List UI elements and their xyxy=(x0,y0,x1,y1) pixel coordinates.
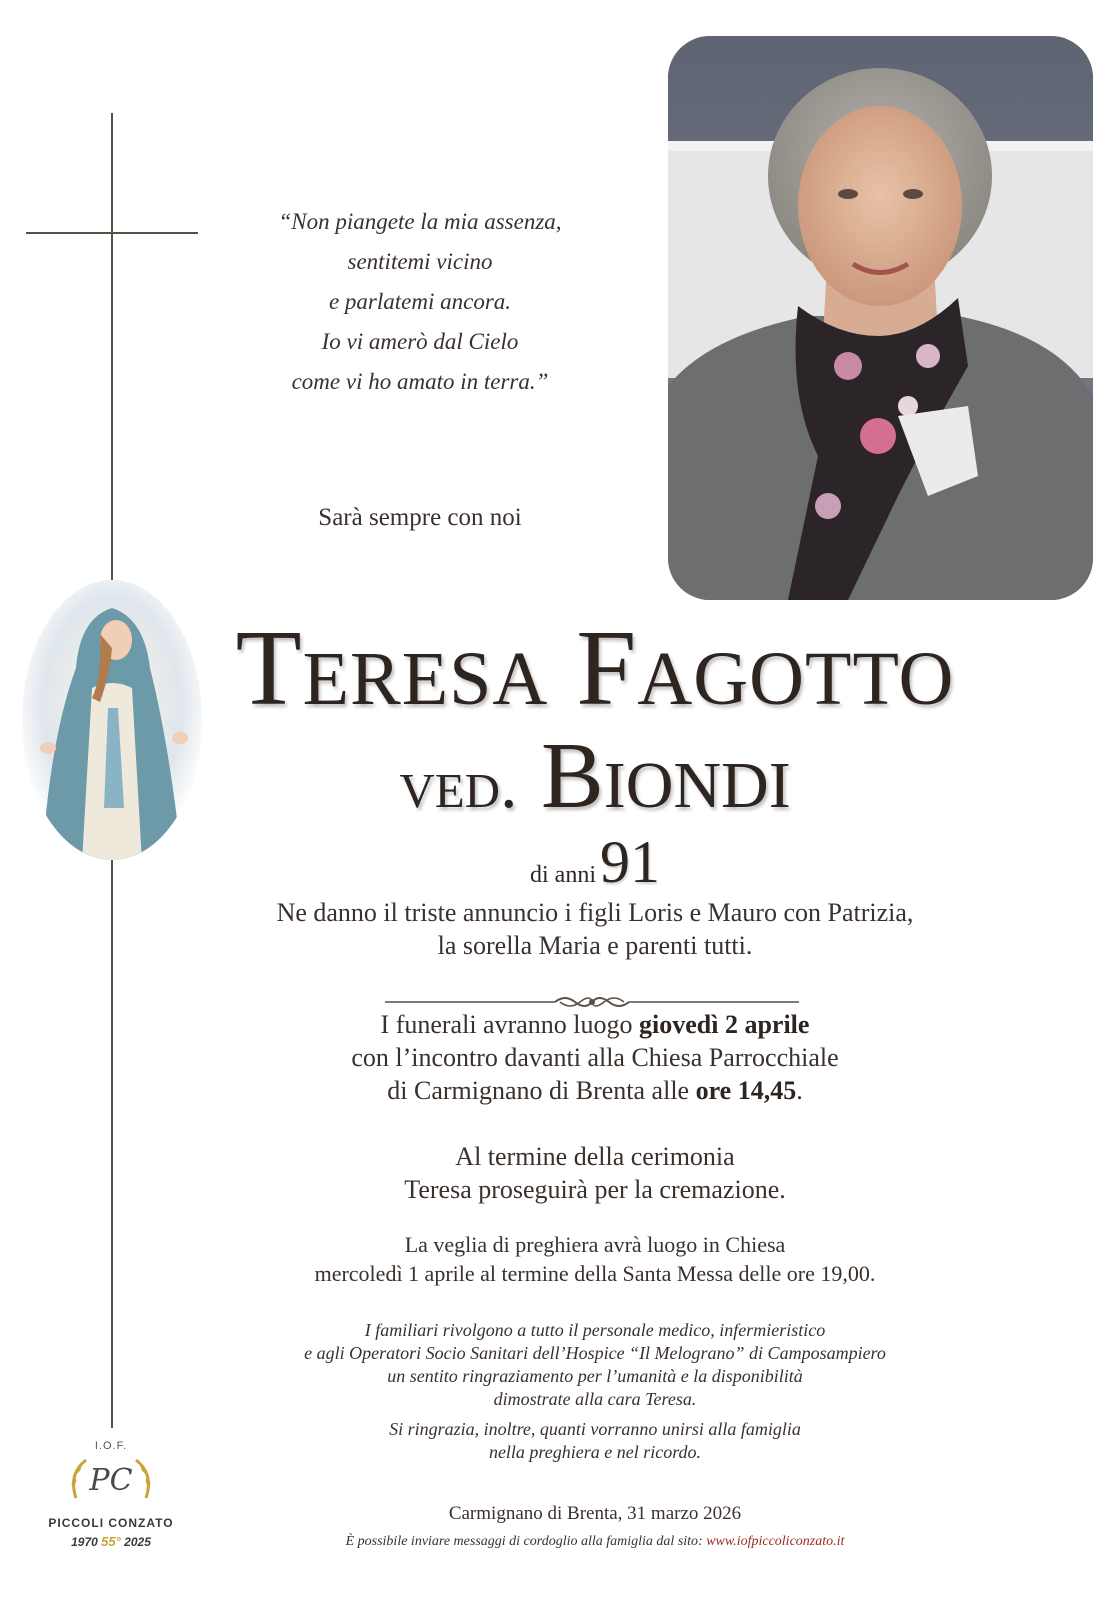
thanks-text: I familiari rivolgono a tutto il personale medico, infermieristico e agli Operatori Socio Sanitari dell’Hospice “Il Melograno” di Camposampiero un sentito ringraziamento per l’umanità e la disponibilità dimostrate alla cara Teresa. xyxy=(304,1320,886,1409)
funeral-info: I funerali avranno luogo giovedì 2 aprile con l’incontro davanti alla Chiesa Parrocchiale di Carmignano di Brenta alle ore 14,45. xyxy=(351,1010,839,1105)
madonna-image xyxy=(20,578,204,862)
portrait-photo xyxy=(668,36,1093,600)
logo-iof: I.O.F. xyxy=(94,1440,128,1452)
funeral-home-logo xyxy=(38,1440,184,1560)
tagline: Sarà sempre con noi xyxy=(318,504,522,531)
logo-years: 1970 55° 2025 xyxy=(71,1534,151,1549)
place-date: Carmignano di Brenta, 31 marzo 2026 xyxy=(448,1503,742,1524)
memorial-quote: “Non piangete la mia assenza, sentitemi vicino e parlatemi ancora. Io vi amerò dal Cielo come vi ho amato in terra.” xyxy=(278,209,562,394)
thanks-text-2: Si ringrazia, inoltre, quanti vorranno unirsi alla famiglia nella preghiera e nel ricordo. xyxy=(389,1419,801,1462)
website-link[interactable]: www.iofpiccoliconzato.it xyxy=(706,1534,845,1549)
logo-name: PICCOLI CONZATO xyxy=(48,1516,174,1530)
vigil-info: La veglia di preghiera avrà luogo in Chiesa mercoledì 1 aprile al termine della Santa Messa delle ore 19,00. xyxy=(314,1232,876,1286)
married-name: ved. Biondi xyxy=(399,724,791,828)
laurel-emblem-icon xyxy=(38,1452,184,1510)
svg-text:PC: PC xyxy=(89,1463,133,1498)
deceased-name: Teresa Fagotto xyxy=(235,609,955,728)
cremation-info: Al termine della cerimonia Teresa proseguirà per la cremazione. xyxy=(404,1142,786,1204)
cross-horizontal-line xyxy=(26,232,198,234)
age: di anni 91 xyxy=(530,829,660,895)
announcement: Ne danno il triste annuncio i figli Loris e Mauro con Patrizia, la sorella Maria e parenti tutti. xyxy=(276,898,914,960)
footer-note: È possibile inviare messaggi di cordoglio alla famiglia dal sito: www.iofpiccoliconzato.it xyxy=(345,1534,845,1549)
